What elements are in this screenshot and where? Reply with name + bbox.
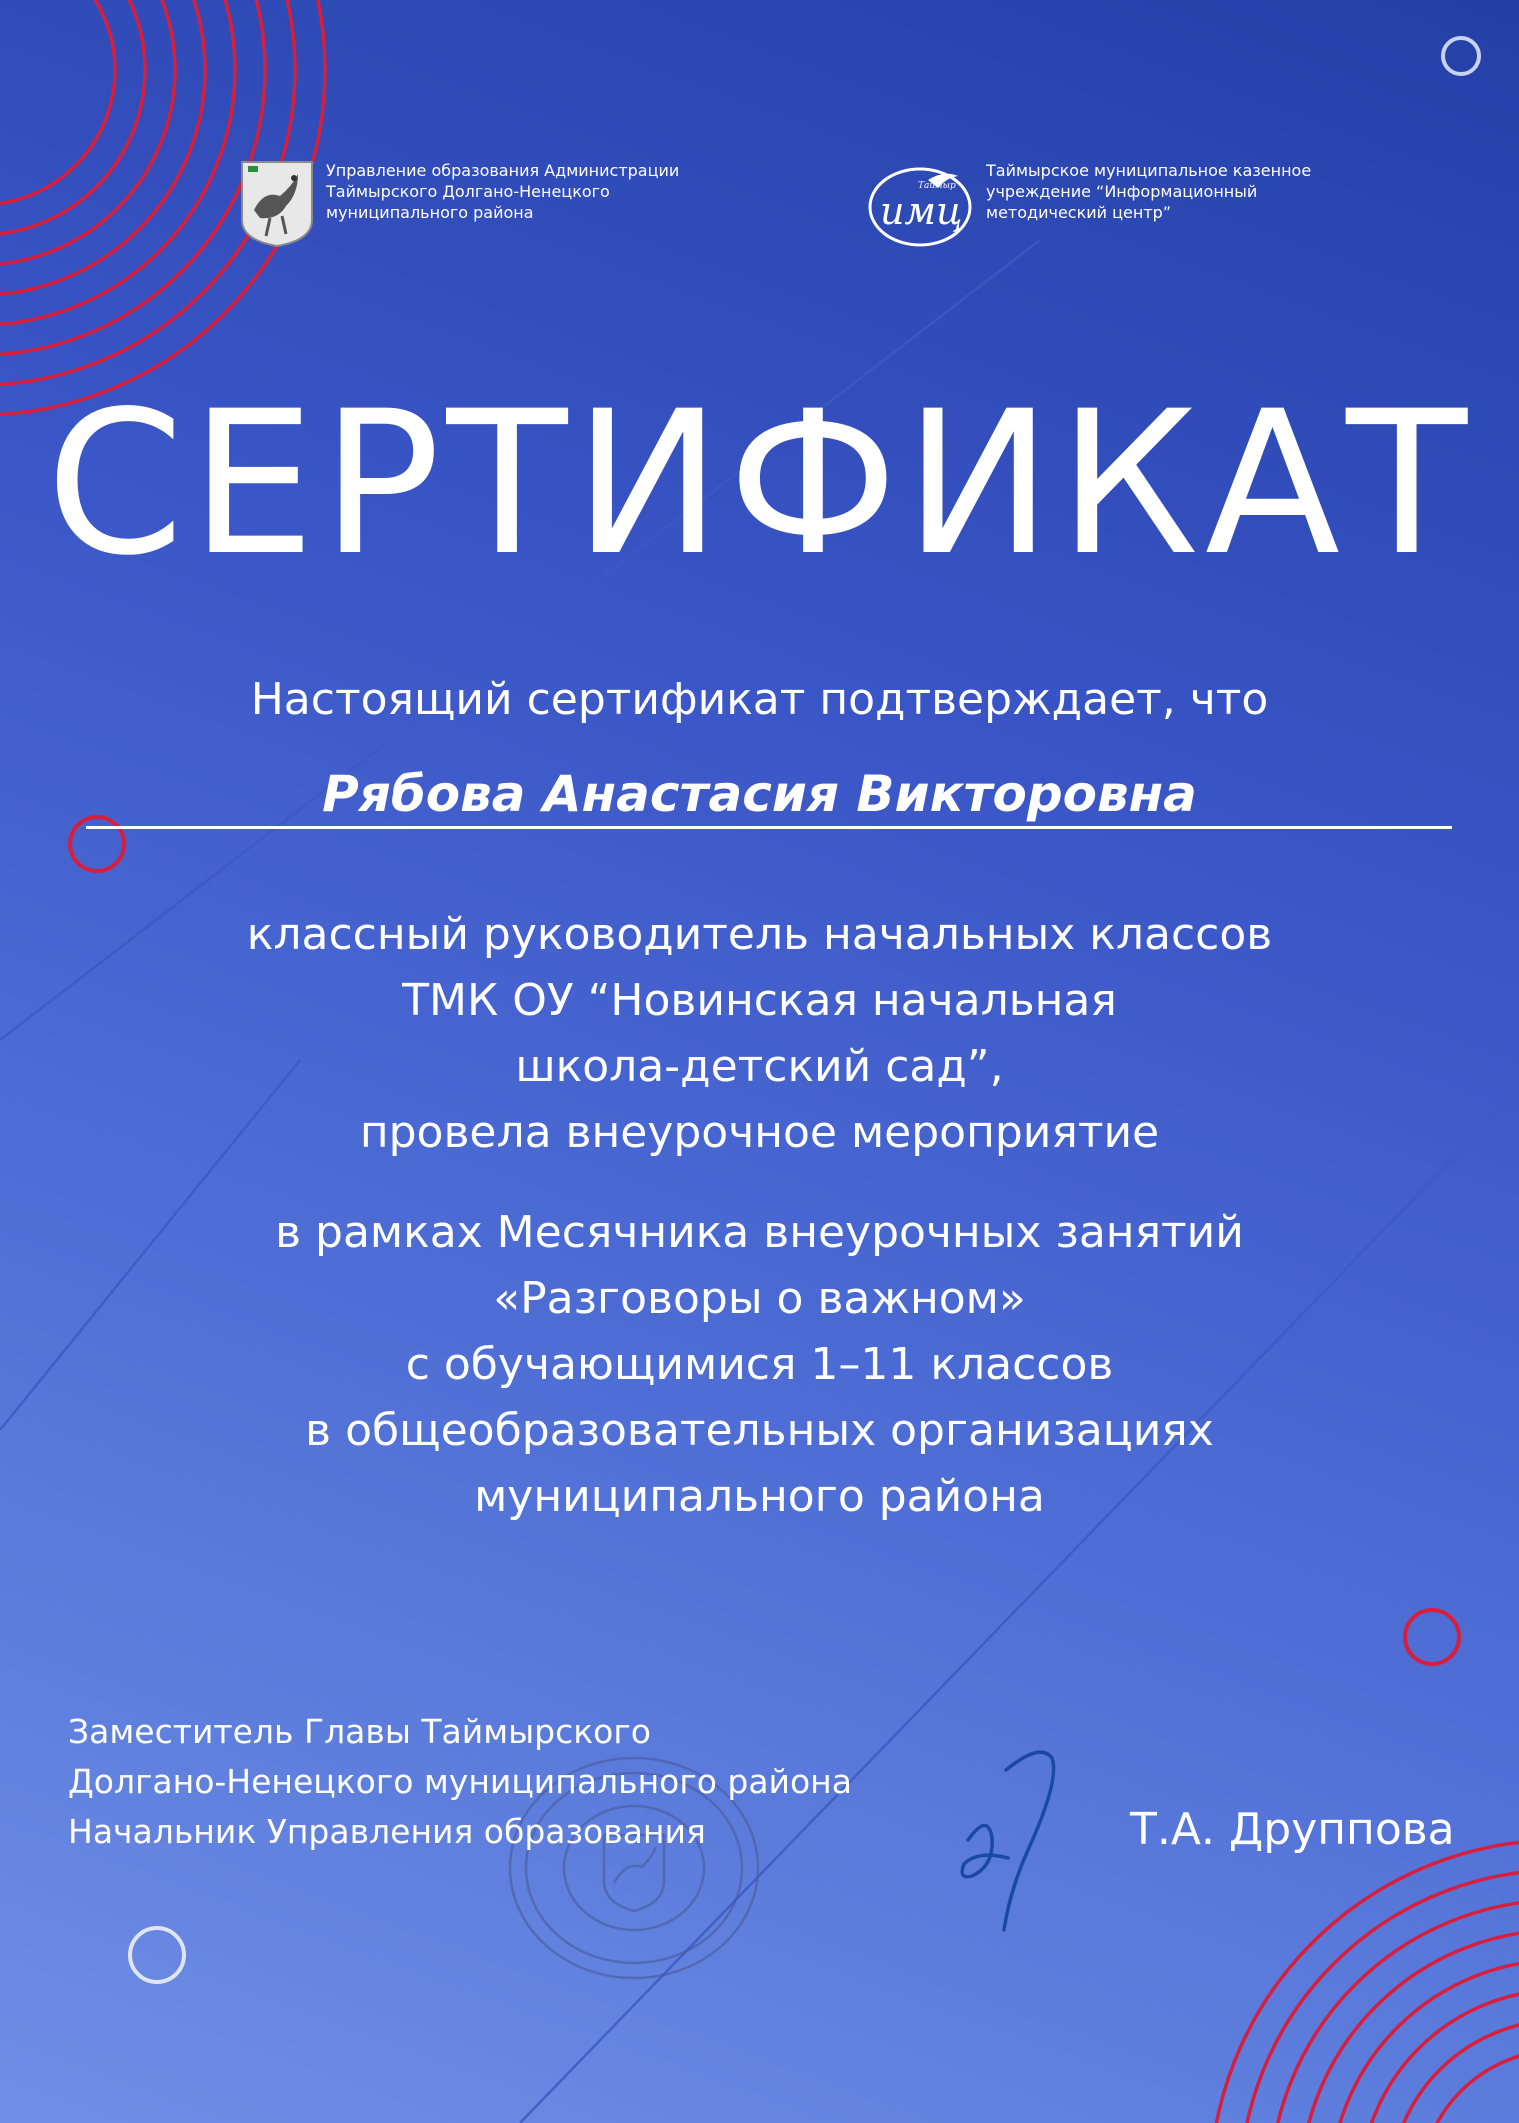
org-left-name (326, 160, 679, 223)
org-left-line: муниципального района (326, 203, 534, 222)
taimyr-coat-of-arms-icon (240, 160, 314, 248)
body-line: школа-детский сад”, (515, 1041, 1004, 1092)
imc-logo-text: имц (880, 189, 963, 233)
body-line: с обучающимися 1–11 классов (405, 1339, 1114, 1390)
position-line: Долгано-Ненецкого муниципального района (68, 1762, 852, 1801)
handwritten-signature-icon (948, 1740, 1068, 1940)
recipient-name: Рябова Анастасия Викторовна (322, 765, 1197, 823)
bottom-right-arcs (1210, 1840, 1519, 2123)
body-line: ТМК ОУ “Новинская начальная (402, 975, 1117, 1026)
recipient-description (0, 902, 1519, 1166)
body-line: в рамках Месячника внеурочных занятий (275, 1207, 1244, 1258)
position-line: Начальник Управления образования (68, 1812, 706, 1851)
signatory-position (68, 1707, 852, 1857)
signatory-name: Т.А. Друппова (1130, 1804, 1455, 1855)
org-left-line: Таймырского Долгано-Ненецкого (326, 182, 610, 201)
org-right-name (986, 160, 1311, 223)
imc-logo-small-text: Таймыр (918, 181, 956, 191)
body-line: муниципального района (474, 1471, 1045, 1522)
certificate-title: СЕРТИФИКАТ (45, 368, 1474, 599)
org-right-line: учреждение “Информационный (986, 182, 1258, 201)
imc-logo-icon (866, 164, 974, 250)
org-left-line: Управление образования Администрации (326, 161, 680, 180)
org-header-right (866, 160, 1311, 250)
event-description (0, 1200, 1519, 1530)
confirmation-text: Настоящий сертификат подтверждает, что (250, 674, 1269, 725)
org-right-line: Таймырское муниципальное казенное (986, 161, 1312, 180)
body-line: «Разговоры о важном» (493, 1273, 1026, 1324)
body-line: классный руководитель начальных классов (246, 909, 1273, 960)
body-line: провела внеурочное мероприятие (359, 1107, 1160, 1158)
org-right-line: методический центр” (986, 203, 1172, 222)
org-header-left (240, 160, 679, 248)
position-line: Заместитель Главы Таймырского (68, 1712, 651, 1751)
name-underline (86, 826, 1452, 829)
body-line: в общеобразовательных организациях (305, 1405, 1214, 1456)
